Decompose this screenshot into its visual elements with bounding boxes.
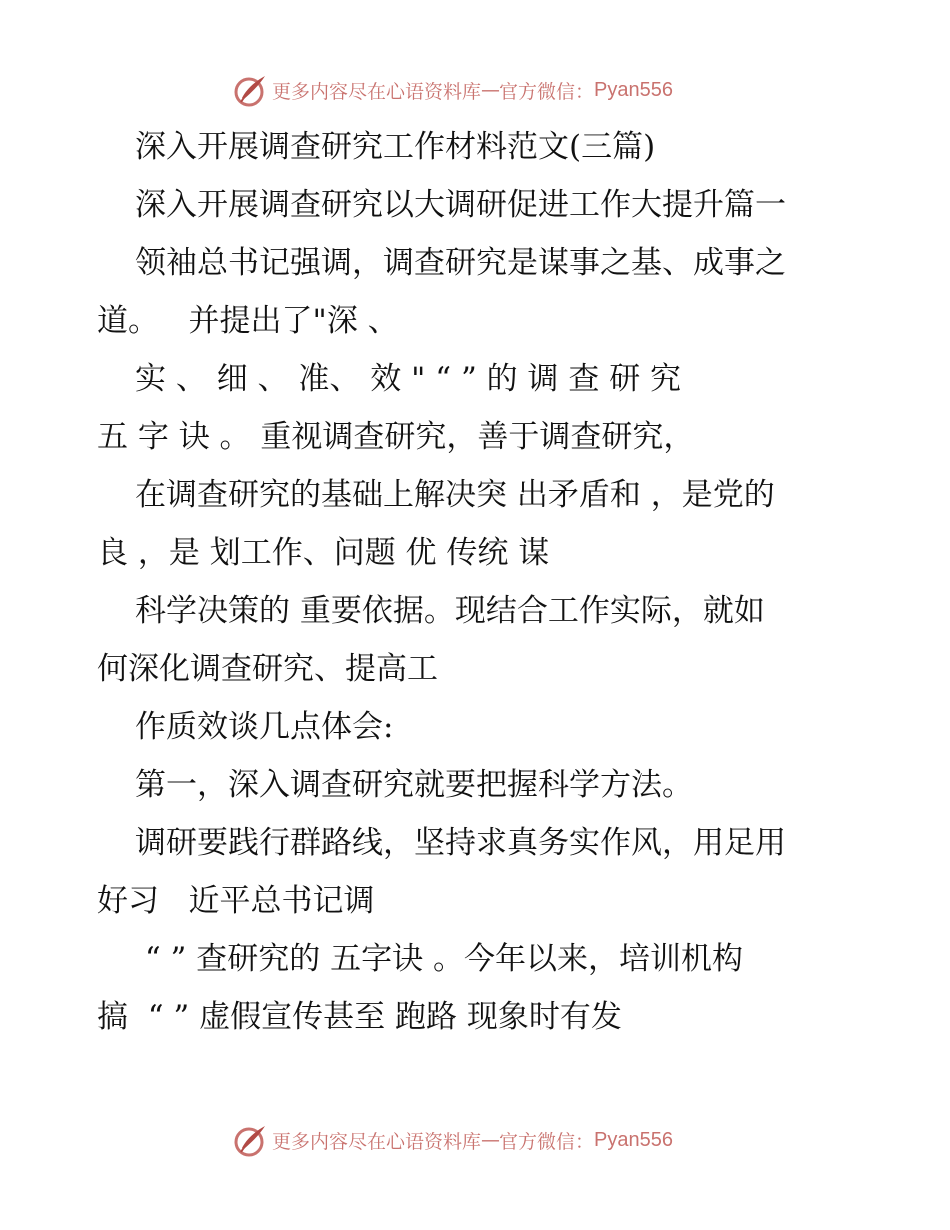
section-heading: 深入开展调查研究以大调研促进工作大提升篇一 bbox=[135, 187, 786, 223]
document-title: 深入开展调查研究工作材料范文(三篇) bbox=[135, 129, 656, 165]
paragraph-line: 搞 “ ” 虚假宣传甚至 跑路 现象时有发 bbox=[97, 999, 622, 1035]
watermark-banner-bottom bbox=[232, 1120, 732, 1160]
banner-text: 更多内容尽在心语资料库 bbox=[272, 1130, 482, 1153]
paragraph-line: 领袖总书记强调，调查研究是谋事之基、成事之 bbox=[135, 245, 786, 281]
quill-pen-circle-icon bbox=[232, 72, 268, 108]
paragraph-line: “ ” 查研究的 五字诀 。今年以来，培训机构 bbox=[135, 941, 743, 977]
banner-wechat-id: Pyan556 bbox=[594, 1128, 673, 1151]
paragraph-line: 良 ，是 划工作、问题 优 传统 谋 bbox=[97, 535, 550, 571]
banner-wechat-id: Pyan556 bbox=[594, 78, 673, 101]
paragraph-line: 调研要践行群路线，坚持求真务实作风，用足用 bbox=[135, 825, 786, 861]
paragraph-line: 五 字 诀 。 重视调查研究，善于调查研究， bbox=[97, 419, 695, 455]
banner-separator: — bbox=[481, 1129, 500, 1151]
paragraph-line: 何深化调查研究、提高工 bbox=[97, 651, 438, 687]
subheading-line: 第一，深入调查研究就要把握科学方法。 bbox=[135, 767, 693, 803]
banner-wechat-label: 官方微信： bbox=[499, 80, 595, 103]
quill-pen-circle-icon bbox=[232, 1122, 268, 1158]
banner-wechat-label: 官方微信： bbox=[499, 1130, 595, 1153]
watermark-banner-top bbox=[232, 70, 732, 110]
banner-text: 更多内容尽在心语资料库 bbox=[272, 80, 482, 103]
paragraph-line: 作质效谈几点体会: bbox=[135, 709, 394, 745]
paragraph-line: 好习 近平总书记调 bbox=[97, 883, 375, 919]
banner-separator: — bbox=[481, 79, 500, 101]
paragraph-line: 在调查研究的基础上解决突 出矛盾和 ，是党的 bbox=[135, 477, 775, 513]
paragraph-line: 实 、 细 、 准、 效 " “ ” 的 调 查 研 究 bbox=[135, 361, 682, 397]
document-body bbox=[97, 118, 857, 1046]
paragraph-line: 科学决策的 重要依据。现结合工作实际，就如 bbox=[135, 593, 765, 629]
paragraph-line: 道。 并提出了"深 、 bbox=[97, 303, 399, 339]
